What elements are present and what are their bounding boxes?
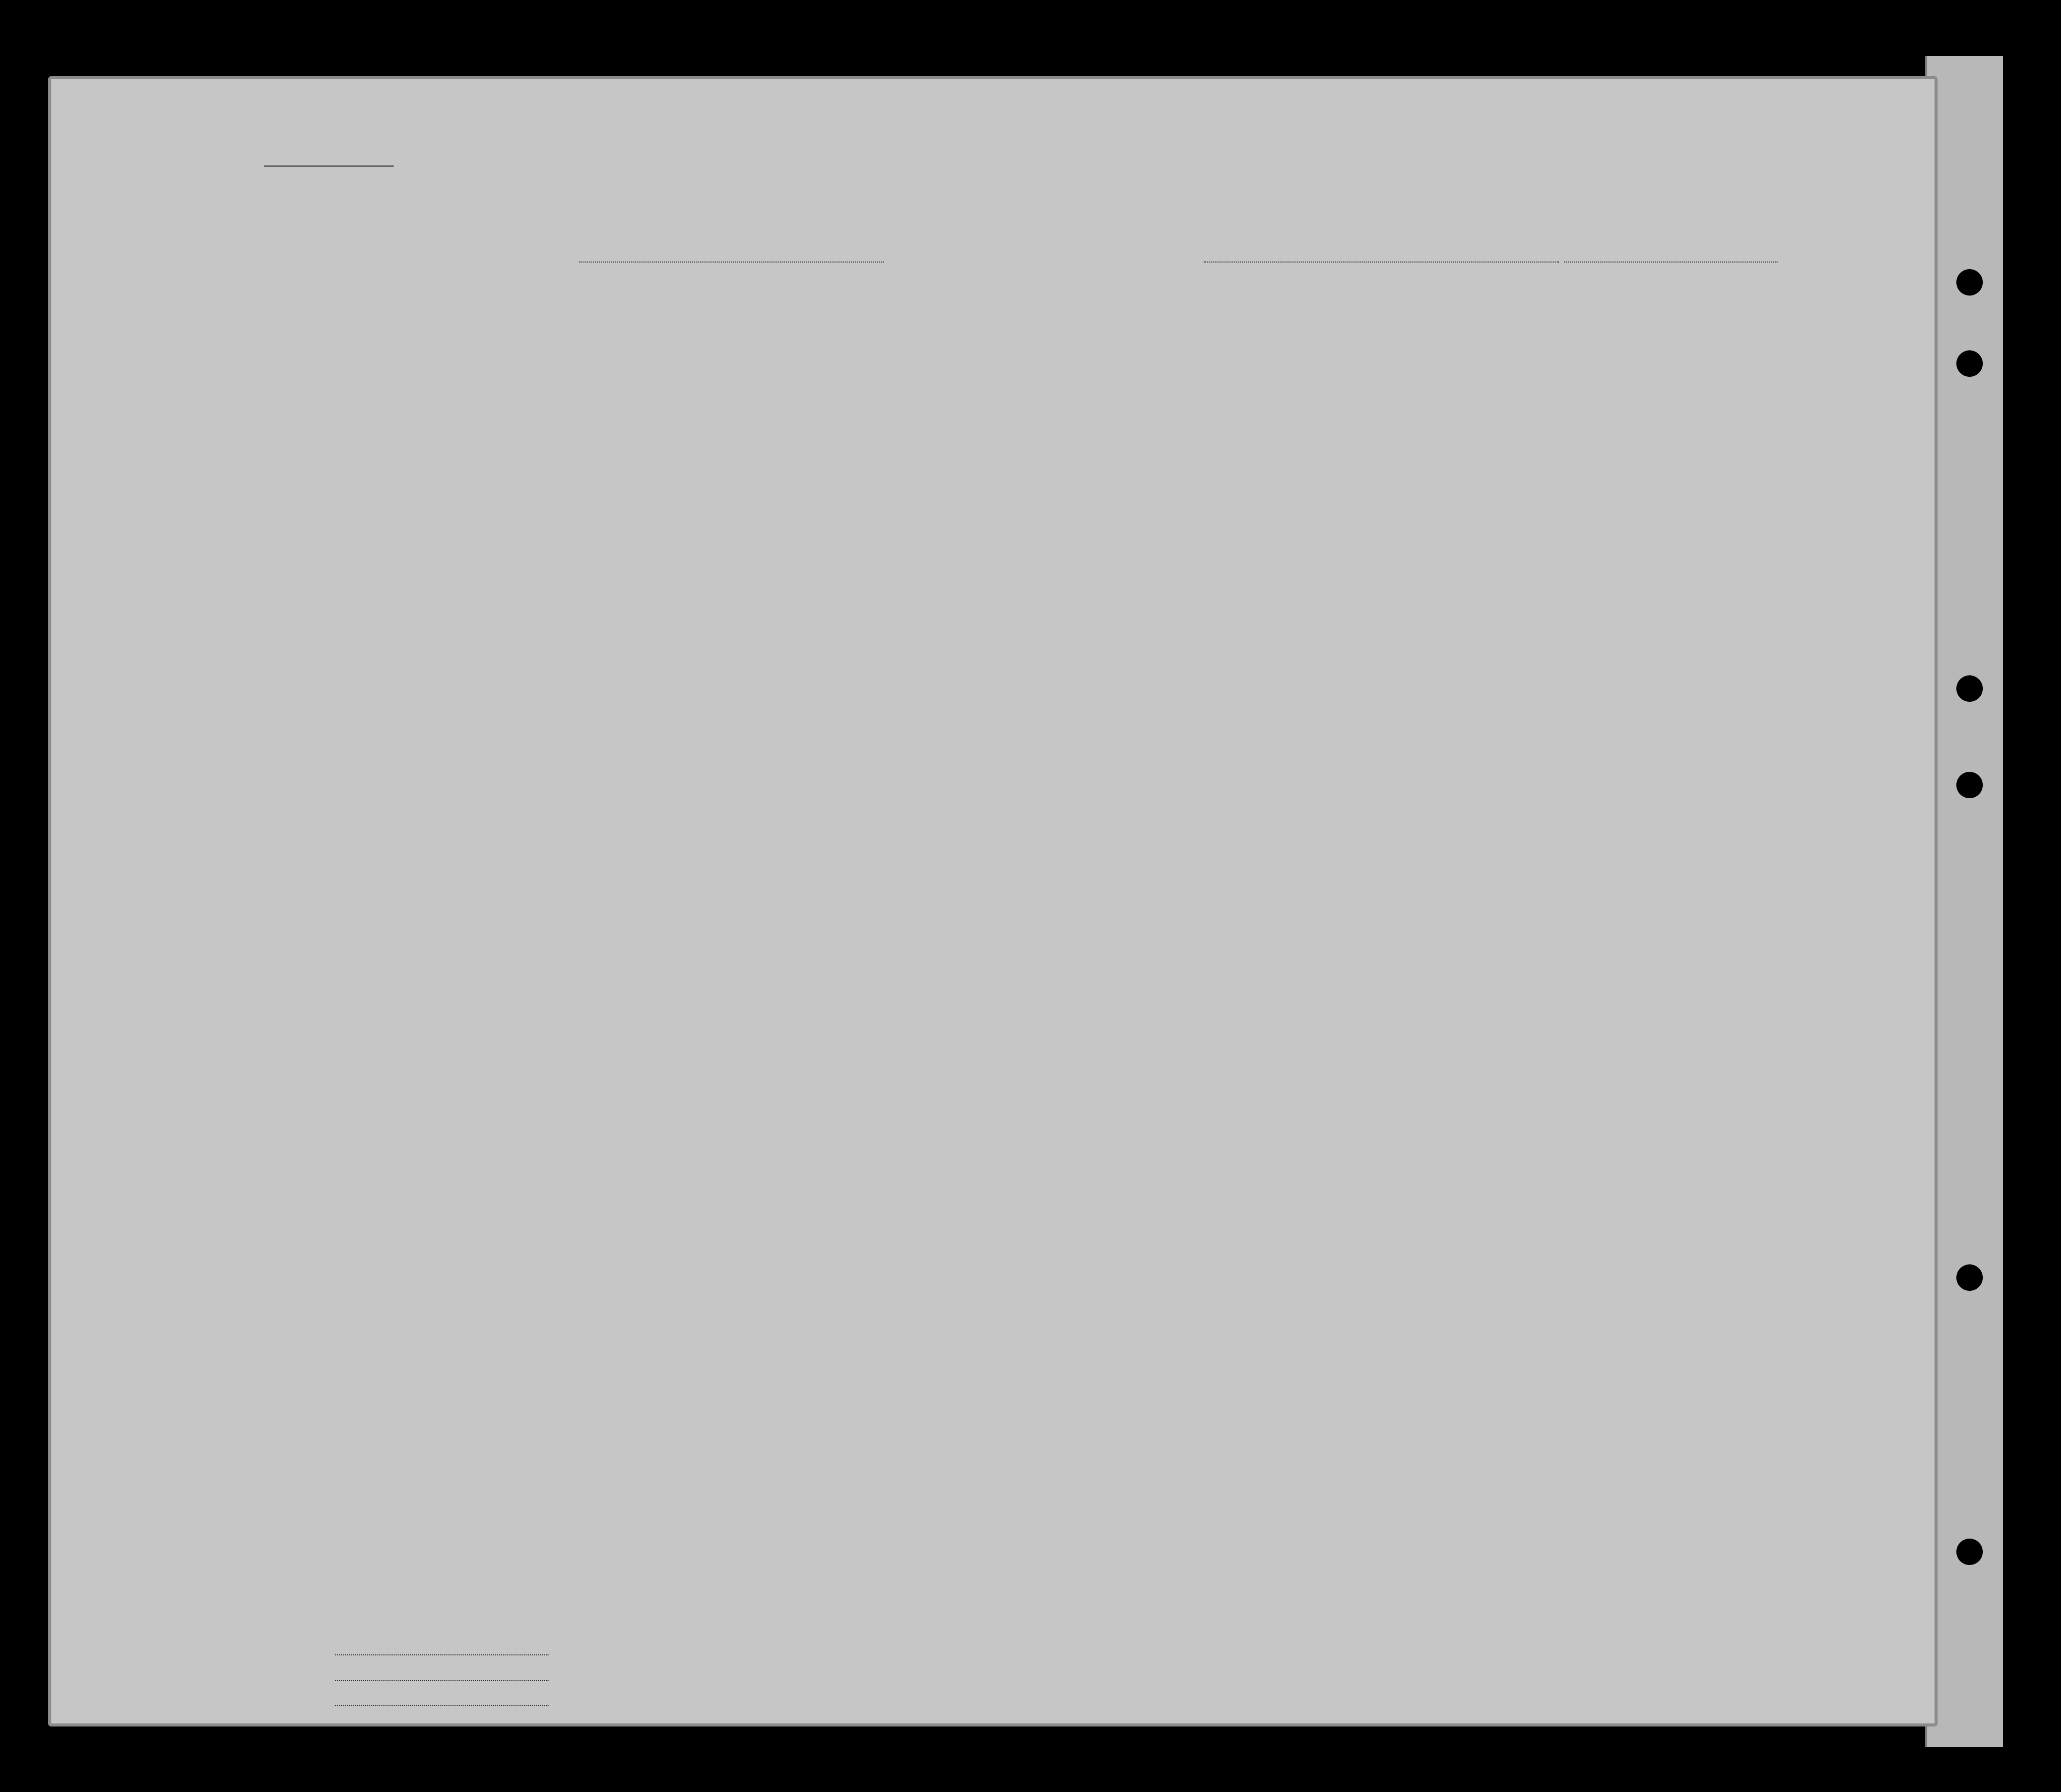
footer-line xyxy=(335,1654,549,1655)
date-underline xyxy=(1564,262,1778,263)
footer-line xyxy=(335,1705,549,1706)
binder-hole xyxy=(1956,1539,1983,1565)
binder-hole xyxy=(1956,1264,1983,1291)
footer-line xyxy=(335,1680,549,1681)
manifest-sheet xyxy=(48,76,1938,1726)
ship-underline xyxy=(579,262,884,263)
binder-hole xyxy=(1956,350,1983,377)
list-underline xyxy=(264,166,394,167)
binder-hole xyxy=(1956,675,1983,702)
binder-hole xyxy=(1956,269,1983,296)
binder-hole xyxy=(1956,772,1983,798)
port-underline xyxy=(1204,262,1559,263)
